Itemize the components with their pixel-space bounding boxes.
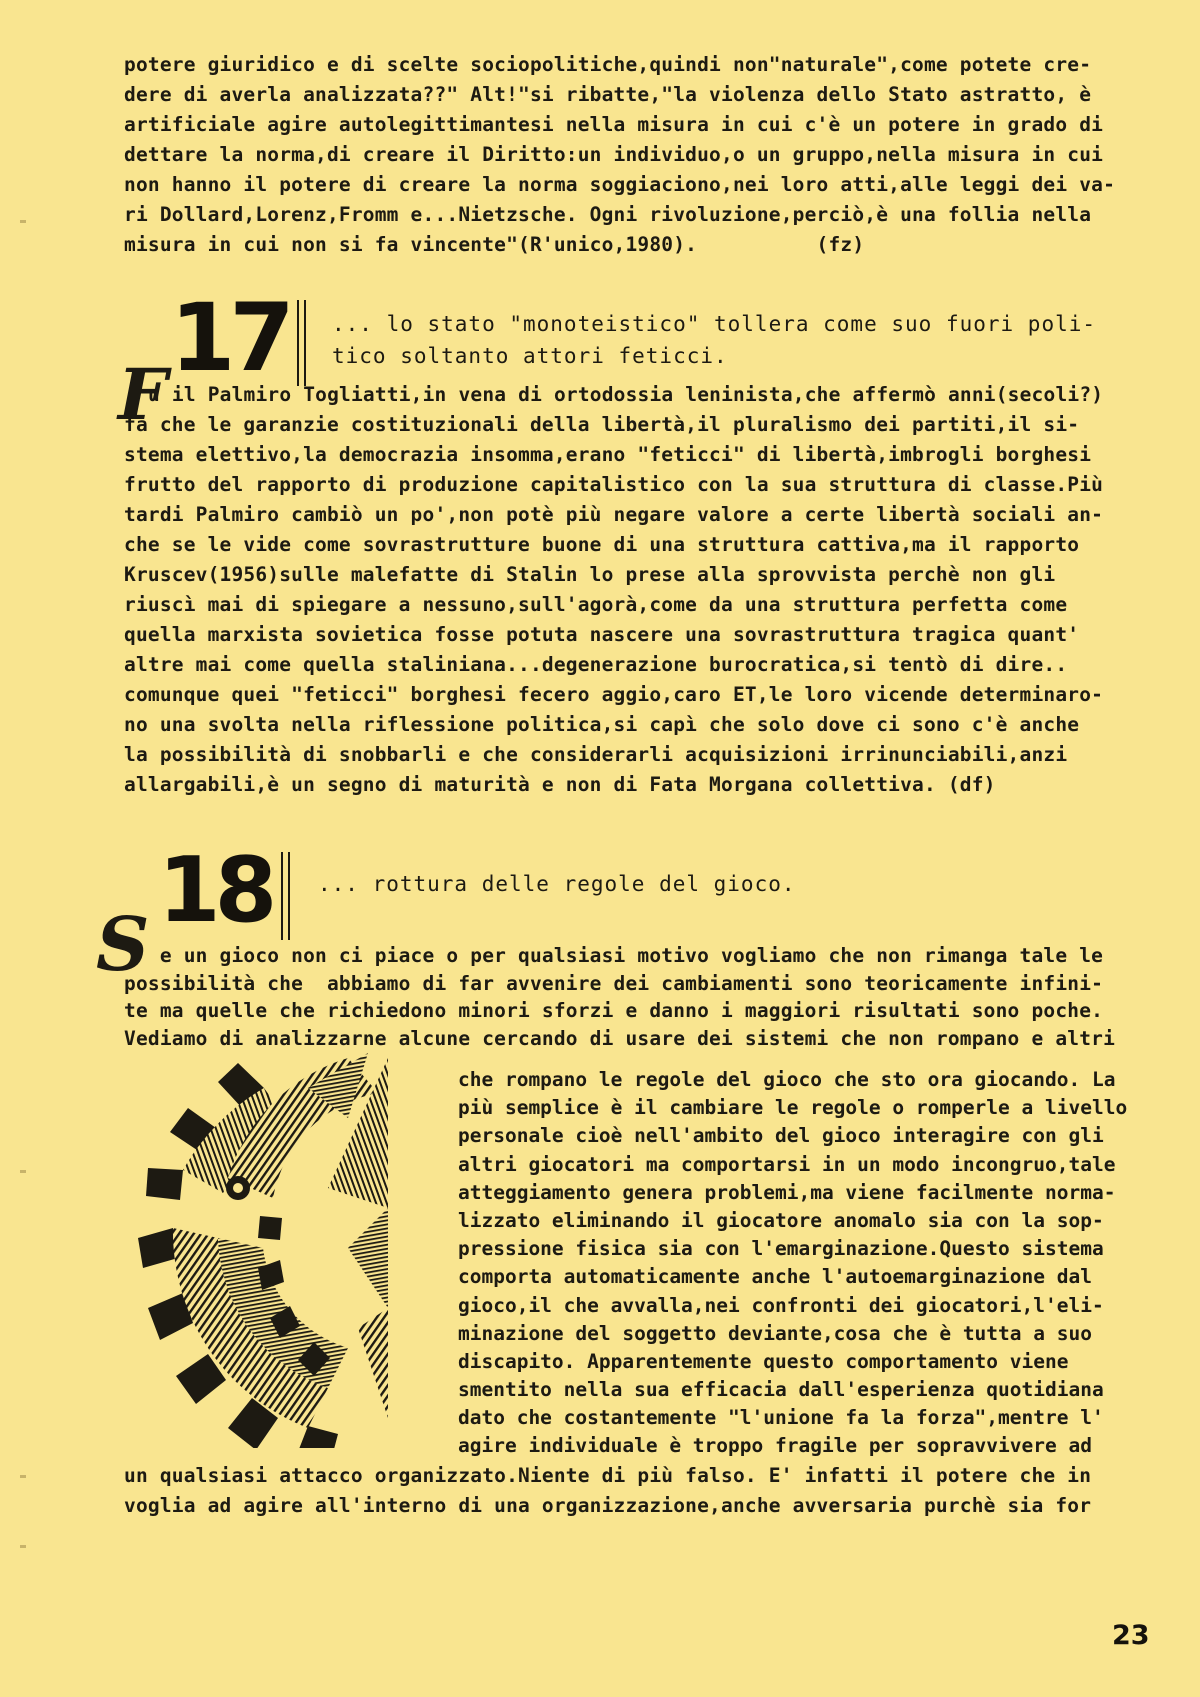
text-line: u il Palmiro Togliatti,in vena di ortodossia leninista,che affermò anni(secoli?): [148, 383, 1104, 406]
text-line: fa che le garanzie costituzionali della libertà,il pluralismo dei partiti,il si-: [124, 413, 1080, 436]
text-line: un qualsiasi attacco organizzato.Niente di più falso. E' infatti il potere che in: [124, 1464, 1092, 1487]
gear-icon: [118, 1048, 458, 1448]
text-line: minazione del soggetto deviante,cosa che è tutta a suo: [458, 1321, 1092, 1345]
text-line: pressione fisica sia con l'emarginazione.Questo sistema: [458, 1237, 1104, 1261]
text-line: e un gioco non ci piace o per qualsiasi motivo vogliamo che non rimanga tale le: [124, 944, 1104, 967]
text-line: non hanno il potere di creare la norma soggiaciono,nei loro atti,alle leggi dei va-: [124, 173, 1116, 196]
text-line: più semplice è il cambiare le regole o romperle a livello: [458, 1096, 1128, 1120]
intro-paragraph: [124, 50, 1184, 260]
text-line: voglia ad agire all'interno di una organizzazione,anche avversaria purchè sia for: [124, 1494, 1092, 1517]
text-line: discapito. Apparentemente questo comportamento viene: [458, 1349, 1069, 1373]
page-number: 23: [1112, 1620, 1150, 1651]
section-18-tail: [124, 1461, 1184, 1521]
subtitle-line: ... rottura delle regole del gioco.: [318, 872, 796, 896]
section-18-dropcap: S: [96, 902, 150, 988]
text-line: stema elettivo,la democrazia insomma,erano "feticci" di libertà,imbrogli borghesi: [124, 443, 1092, 466]
text-line: atteggiamento genera problemi,ma viene facilmente norma-: [458, 1180, 1116, 1204]
text-line: altre mai come quella staliniana...degenerazione burocratica,si tentò di dire..: [124, 653, 1068, 676]
text-line: riuscì mai di spiegare a nessuno,sull'agorà,come da una struttura perfetta come: [124, 593, 1068, 616]
text-line: che se le vide come sovrastrutture buone di una struttura cattiva,ma il rapporto: [124, 533, 1080, 556]
margin-mark: [20, 1170, 26, 1173]
text-line: comunque quei "feticci" borghesi fecero aggio,caro ET,le loro vicende determinaro-: [124, 683, 1104, 706]
text-line: lizzato eliminando il giocatore anomalo sia con la sop-: [458, 1208, 1104, 1232]
section-17-divider: [297, 300, 309, 386]
text-line: ri Dollard,Lorenz,Fromm e...Nietzsche. Ogni rivoluzione,perciò,è una follia nella: [124, 203, 1092, 226]
text-line: Vediamo di analizzarne alcune cercando di usare dei sistemi che non rompano e altri: [124, 1026, 1116, 1050]
text-line: dere di averla analizzata??" Alt!"si ribatte,"la violenza dello Stato astratto, è: [124, 83, 1092, 106]
text-line: comporta automaticamente anche l'autoemarginazione dal: [458, 1265, 1092, 1289]
text-line: misura in cui non si fa vincente"(R'unico,1980). (fz): [124, 233, 865, 256]
section-17-subtitle: [332, 308, 1096, 372]
text-line: che rompano le regole del gioco che sto ora giocando. La: [458, 1068, 1116, 1091]
text-line: altri giocatori ma comportarsi in un modo incongruo,tale: [458, 1152, 1116, 1176]
text-line: la possibilità di snobbarli e che considerarli acquisizioni irrinunciabili,anzi: [124, 743, 1068, 766]
text-line: Kruscev(1956)sulle malefatte di Stalin lo prese alla sprovvista perchè non gli: [124, 563, 1056, 586]
subtitle-line: tico soltanto attori feticci.: [332, 344, 728, 368]
margin-mark: [20, 1545, 26, 1548]
text-line: dettare la norma,di creare il Diritto:un individuo,o un gruppo,nella misura in cui: [124, 143, 1104, 166]
text-line: personale cioè nell'ambito del gioco interagire con gli: [458, 1124, 1104, 1148]
text-line: no una svolta nella riflessione politica,si capì che solo dove ci sono c'è anche: [124, 713, 1080, 736]
margin-mark: [20, 1475, 26, 1478]
text-line: potere giuridico e di scelte sociopolitiche,quindi non"naturale",come potete cre-: [124, 53, 1092, 76]
section-18-divider: [281, 852, 293, 940]
text-line: tardi Palmiro cambiò un po',non potè più negare valore a certe libertà sociali an-: [124, 503, 1104, 526]
text-line: smentito nella sua efficacia dall'esperienza quotidiana: [458, 1378, 1104, 1402]
section-18-wrapped-text: [458, 1066, 1184, 1461]
section-17-body: [124, 380, 1184, 800]
text-line: possibilità che abbiamo di far avvenire dei cambiamenti sono teoricamente infini-: [124, 971, 1104, 995]
section-17-number: 17: [170, 284, 289, 393]
margin-mark: [20, 220, 26, 223]
text-line: dato che costantemente "l'unione fa la forza",mentre l': [458, 1406, 1104, 1430]
section-18-subtitle: [318, 868, 796, 900]
text-line: te ma quelle che richiedono minori sforzi e danno i maggiori risultati sono poche.: [124, 999, 1104, 1022]
section-17-dropcap: F: [118, 353, 168, 436]
section-18-number: 18: [158, 838, 272, 943]
subtitle-line: ... lo stato "monoteistico" tollera come suo fuori poli-: [332, 312, 1097, 336]
text-line: allargabili,è un segno di maturità e non di Fata Morgana collettiva. (df): [124, 773, 996, 796]
section-18-body: [124, 942, 1184, 1052]
text-line: artificiale agire autolegittimantesi nella misura in cui c'è un potere in grado di: [124, 113, 1104, 136]
text-line: quella marxista sovietica fosse potuta nascere una sovrastruttura tragica quant': [124, 623, 1080, 646]
text-line: gioco,il che avvalla,nei confronti dei giocatori,l'eli-: [458, 1293, 1104, 1317]
text-line: frutto del rapporto di produzione capitalistico con la sua struttura di classe.Più: [124, 473, 1104, 496]
text-line: agire individuale è troppo fragile per sopravvivere ad: [458, 1434, 1092, 1458]
